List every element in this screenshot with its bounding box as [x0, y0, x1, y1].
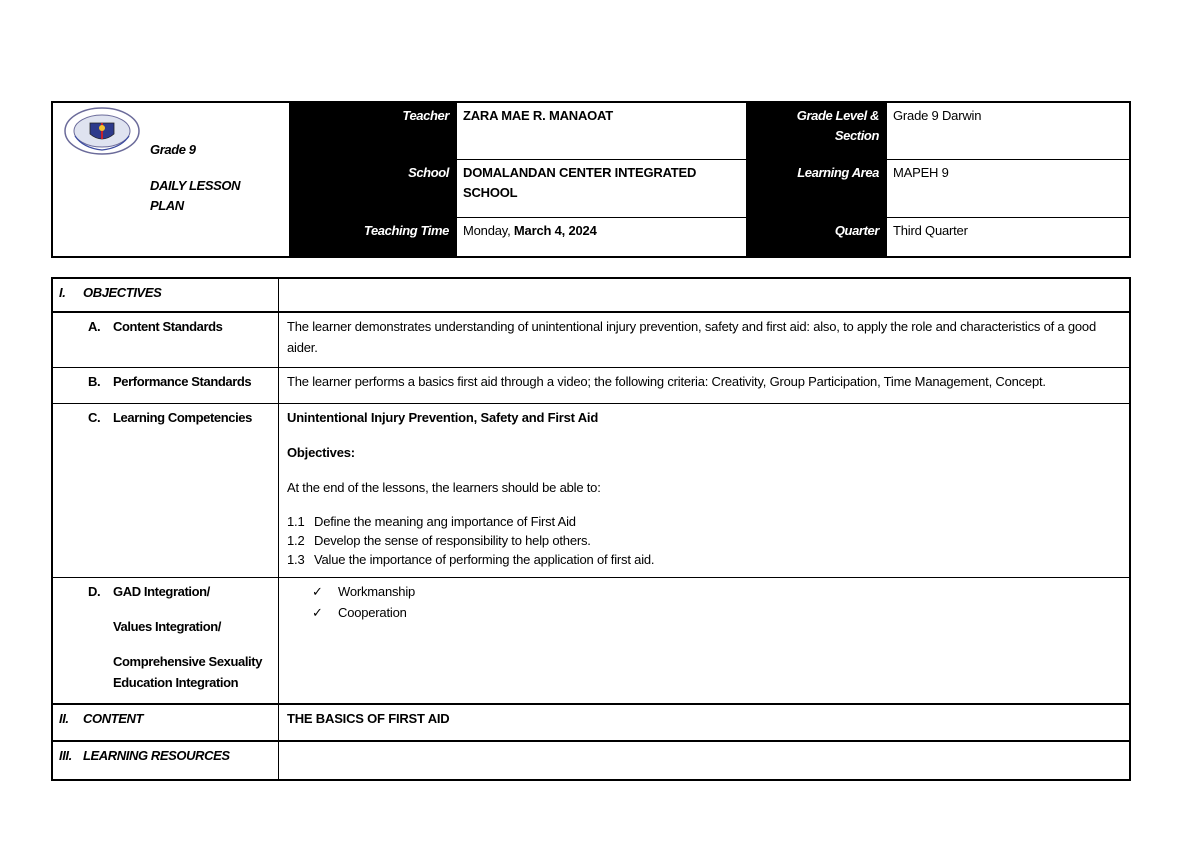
learning-competencies-row: C. Learning Competencies Unintentional Injury Prevention, Safety and First Aid Objectives: At the end of the lessons, the learners should be able to: 1.1 Define the meaning ang importance of First Aid 1.2 Develop the sense of responsibility to help others. 1.3 Value the importance of performing the application of first aid.: [53, 404, 1129, 578]
grade-label: Grade 9: [150, 142, 196, 157]
school-label: School: [289, 160, 457, 218]
grade-section-value: Grade 9 Darwin: [887, 103, 1129, 160]
objectives-subheading: Objectives:: [287, 445, 355, 460]
objectives-row: [53, 279, 1129, 313]
check-icon: ✓: [312, 605, 323, 620]
content-standards-label: Content Standards: [113, 319, 223, 334]
learning-area-label: Learning Area: [747, 160, 887, 218]
teaching-day: Monday,: [463, 223, 514, 238]
integration-labels: [113, 581, 272, 700]
values-integration-label: Values Integration/: [113, 619, 221, 634]
performance-standards-label: Performance Standards: [113, 374, 252, 389]
learning-resources-header: III. LEARNING RESOURCES: [53, 742, 279, 779]
header-info-grid: [289, 103, 1129, 256]
content-value: THE BASICS OF FIRST AID: [287, 711, 450, 726]
content-standards-row: A. Content Standards The learner demonstrates understanding of unintentional injury prevention, safety and first aid: also, to apply the role and characteristics of a good aider.: [53, 313, 1129, 368]
cse-integration-label: Comprehensive Sexuality Education Integration: [113, 654, 263, 690]
grade-section-label: Grade Level & Section: [747, 103, 887, 160]
learning-resources-row: [53, 742, 1129, 779]
quarter-label: Quarter: [747, 218, 887, 256]
value-item: ✓ Cooperation: [287, 602, 1121, 623]
logo-cell: [53, 103, 289, 256]
objective-item: 1.1 Define the meaning ang importance of First Aid: [287, 514, 576, 529]
integration-row: D. GAD Integration/ Values Integration/ Comprehensive Sexuality Education Integration ✓ Workmanship ✓ Cooperation: [53, 578, 1129, 705]
teacher-value: ZARA MAE R. MANAOAT: [457, 103, 747, 160]
gad-integration-label: GAD Integration/: [113, 584, 210, 599]
teacher-label: Teacher: [289, 103, 457, 160]
check-icon: ✓: [312, 584, 323, 599]
competency-topic: Unintentional Injury Prevention, Safety and First Aid: [287, 410, 599, 425]
objective-item: 1.2 Develop the sense of responsibility to help others.: [287, 533, 591, 548]
teaching-date: March 4, 2024: [513, 223, 597, 238]
content-row: [53, 705, 1129, 742]
teaching-time-label: Teaching Time: [289, 218, 457, 256]
performance-standards-text: The learner performs a basics first aid through a video; the following criteria: Creativity, Group Participation, Time Management, Concept.: [287, 374, 1046, 389]
school-value: DOMALANDAN CENTER INTEGRATED SCHOOL: [457, 160, 747, 218]
lesson-plan-header: [51, 101, 1131, 258]
content-header: II. CONTENT: [53, 705, 279, 740]
content-standards-text: The learner demonstrates understanding of unintentional injury prevention, safety and first aid: also, to apply the role and characteristics of a good aider.: [287, 319, 1096, 355]
objectives-header: I. OBJECTIVES: [53, 279, 279, 311]
objectives-intro: At the end of the lessons, the learners should be able to:: [287, 480, 601, 495]
learning-competencies-label: Learning Competencies: [113, 410, 252, 425]
performance-standards-row: B. Performance Standards The learner performs a basics first aid through a video; the following criteria: Creativity, Group Participation, Time Management, Concept.: [53, 368, 1129, 404]
learning-area-value: MAPEH 9: [887, 160, 1129, 218]
quarter-value: Third Quarter: [893, 223, 968, 238]
integration-values: [279, 578, 1129, 703]
value-item: ✓ Workmanship: [287, 581, 1121, 602]
teaching-time-value: [457, 218, 747, 256]
objective-item: 1.3 Value the importance of performing the application of first aid.: [287, 552, 655, 567]
learning-competencies-content: [279, 404, 1129, 577]
lesson-plan-table: [51, 277, 1131, 781]
deped-seal-icon: [63, 106, 141, 156]
plan-title: DAILY LESSON PLAN: [150, 178, 241, 213]
